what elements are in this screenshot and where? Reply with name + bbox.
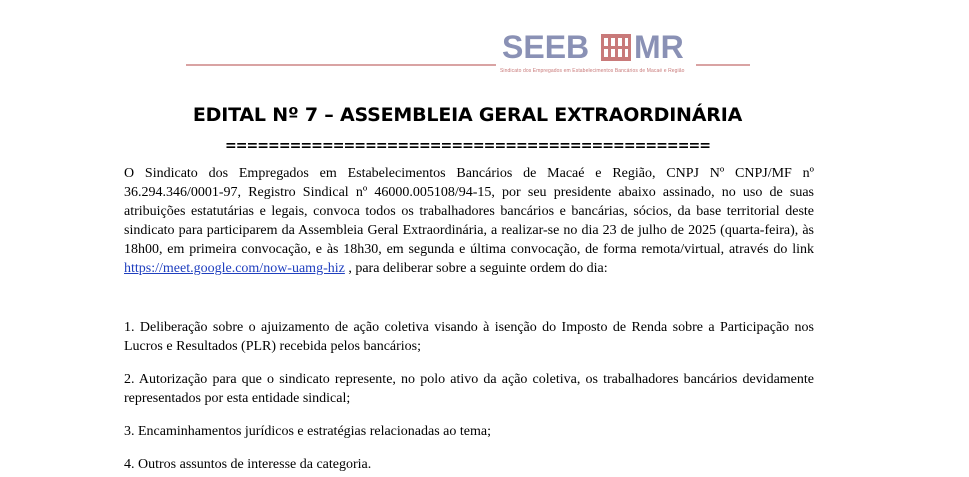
intro-text-end: , para deliberar sobre a seguinte ordem do dia:: [344, 261, 608, 276]
union-logo: [500, 31, 696, 79]
agenda-item-3: 3. Encaminhamentos jurídicos e estratégias relacionadas ao tema;: [124, 424, 491, 439]
agenda-item-1: 1. Deliberação sobre o ajuizamento de ação coletiva visando à isenção do Imposto de Renda sobre a Participação nos Lucros e Resultados (PLR) recebida pelos bancários;: [124, 320, 814, 354]
header-rule-right: [696, 64, 750, 66]
intro-text: O Sindicato dos Empregados em Estabelecimentos Bancários de Macaé e Região, CNPJ Nº CNPJ/MF nº 36.294.346/0001-97, Registro Sindical nº 46000.005108/94-15, por seu presidente abaixo assinado, no uso de suas atribuições estatutárias e legais, convoca todos os trabalhadores bancários e bancárias, sócios, da base territorial deste sindicato para participarem da Assembleia Geral Extraordinária, a realizar-se no dia 23 de julho de 2025 (quarta-feira), às 18h00, em primeira convocação, e às 18h30, em segunda e última convocação, de forma remota/virtual, através do link: [124, 166, 814, 257]
intro-paragraph: [124, 164, 814, 278]
logo-mark-icon: [601, 34, 631, 61]
title-divider: =============================================: [224, 138, 711, 154]
agenda-item-2: 2. Autorização para que o sindicato represente, no polo ativo da ação coletiva, os trabalhadores bancários devidamente representados por esta entidade sindical;: [124, 372, 814, 406]
document-header: [0, 0, 969, 90]
header-rule-left: [186, 64, 496, 66]
logo-subtitle: Sindicato dos Empregados em Estabelecimentos Bancários de Macaé e Região: [500, 68, 685, 74]
meeting-link[interactable]: https://meet.google.com/now-uamg-hiz: [124, 261, 345, 276]
logo-text-right: MR: [634, 29, 684, 65]
agenda-item-4: 4. Outros assuntos de interesse da categoria.: [124, 457, 372, 472]
document-title: EDITAL Nº 7 – ASSEMBLEIA GERAL EXTRAORDINÁRIA: [192, 104, 743, 126]
logo-text-left: SEEB: [502, 29, 590, 65]
